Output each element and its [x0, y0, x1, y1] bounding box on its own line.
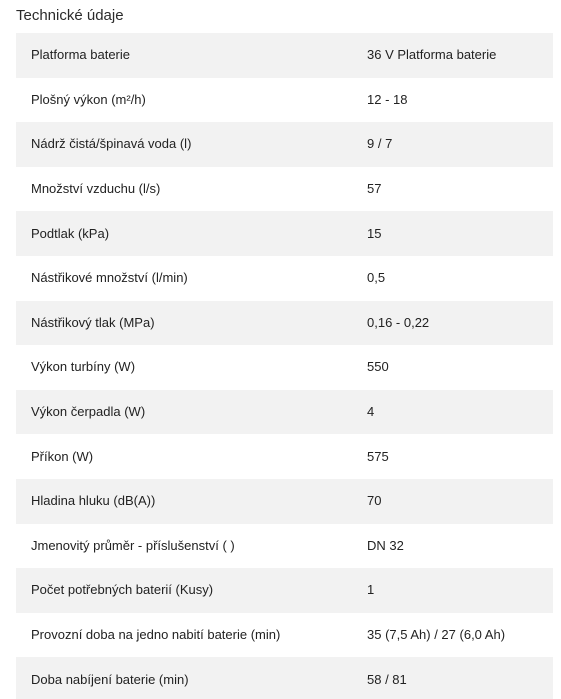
- spec-label: Nádrž čistá/špinavá voda (l): [31, 136, 192, 152]
- spec-value: 36 V Platforma baterie: [367, 47, 497, 63]
- spec-value: 0,5: [367, 270, 386, 286]
- spec-table: [16, 33, 553, 699]
- table-row: [16, 167, 553, 212]
- table-row: [16, 301, 553, 346]
- spec-value: 550: [367, 359, 389, 375]
- spec-label: Platforma baterie: [31, 47, 130, 63]
- spec-value: 57: [367, 181, 382, 197]
- table-row: [16, 613, 553, 658]
- spec-value: 575: [367, 448, 389, 464]
- spec-label: Množství vzduchu (l/s): [31, 181, 161, 197]
- spec-label: Provozní doba na jedno nabití baterie (min): [31, 627, 281, 643]
- spec-label: Příkon (W): [31, 448, 94, 464]
- spec-label: Jmenovitý průměr - příslušenství ( ): [31, 537, 235, 553]
- table-row: [16, 390, 553, 435]
- spec-value: 0,16 - 0,22: [367, 314, 430, 330]
- table-row: [16, 524, 553, 569]
- table-row: [16, 568, 553, 613]
- table-row: [16, 256, 553, 301]
- spec-label: Nástřikový tlak (MPa): [31, 314, 155, 330]
- spec-label: Hladina hluku (dB(A)): [31, 493, 156, 509]
- spec-value: 70: [367, 493, 382, 509]
- spec-value: 12 - 18: [367, 91, 408, 107]
- table-row: [16, 211, 553, 256]
- spec-value: 58 / 81: [367, 671, 407, 687]
- spec-label: Doba nabíjení baterie (min): [31, 671, 189, 687]
- table-row: [16, 434, 553, 479]
- spec-label: Podtlak (kPa): [31, 225, 110, 241]
- table-row: [16, 122, 553, 167]
- spec-label: Výkon čerpadla (W): [31, 404, 146, 420]
- spec-value: 1: [367, 582, 375, 598]
- table-row: [16, 479, 553, 524]
- table-row: [16, 345, 553, 390]
- spec-label: Nástřikové množství (l/min): [31, 270, 188, 286]
- table-row: [16, 78, 553, 123]
- spec-label: Počet potřebných baterií (Kusy): [31, 582, 214, 598]
- spec-value: 15: [367, 225, 382, 241]
- table-row: [16, 33, 553, 78]
- spec-label: Výkon turbíny (W): [31, 359, 136, 375]
- spec-value: 4: [367, 404, 375, 420]
- table-row: [16, 657, 553, 699]
- section-title: Technické údaje: [16, 7, 124, 24]
- spec-value: 35 (7,5 Ah) / 27 (6,0 Ah): [367, 627, 506, 643]
- spec-value: 9 / 7: [367, 136, 393, 152]
- spec-value: DN 32: [367, 537, 404, 553]
- spec-label: Plošný výkon (m²/h): [31, 91, 146, 107]
